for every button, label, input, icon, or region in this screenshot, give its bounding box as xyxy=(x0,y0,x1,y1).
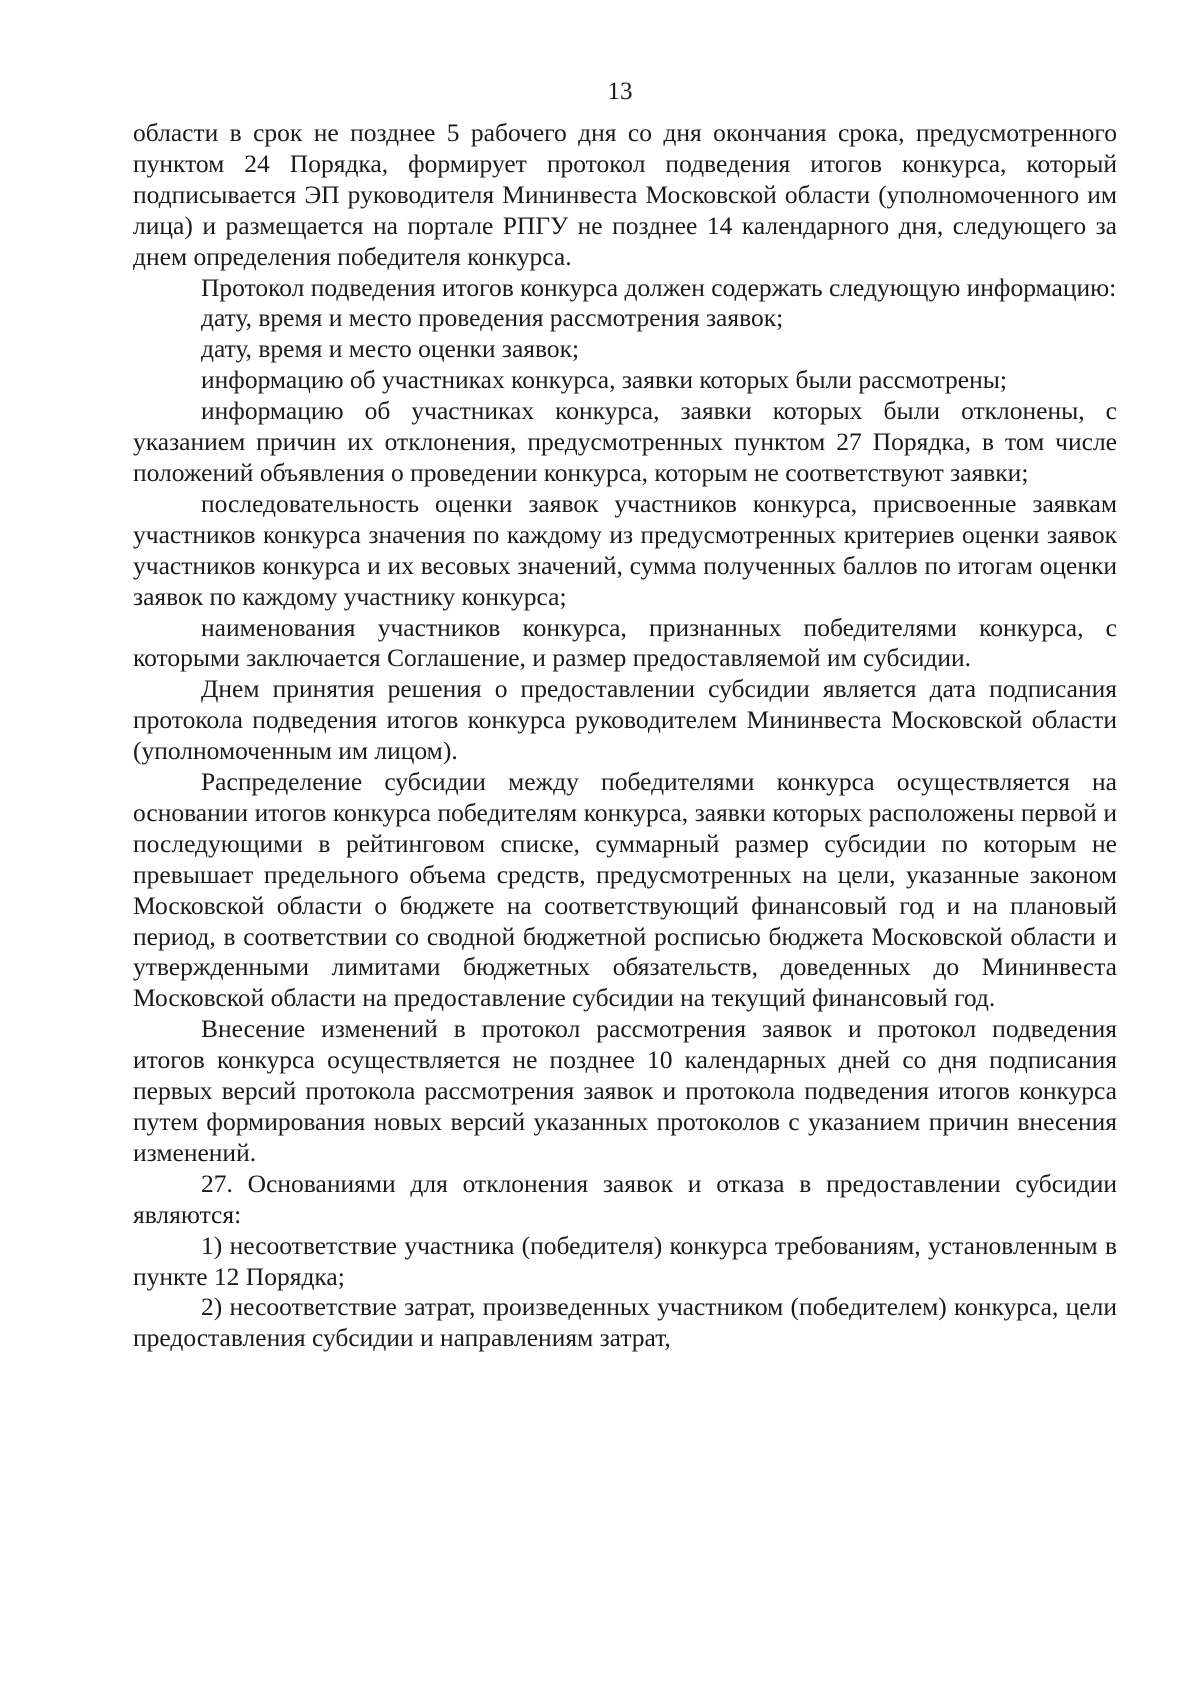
list-item: 2) несоответствие затрат, произведенных участником (победителем) конкурса, цели предоставления субсидии и направлениям затрат, xyxy=(133,1292,1117,1353)
list-item: информацию об участниках конкурса, заявки которых были рассмотрены; xyxy=(201,365,1007,395)
list-item: дату, время и место оценки заявок; xyxy=(201,334,580,364)
document-body xyxy=(133,118,1117,1354)
list-item: 1) несоответствие участника (победителя) конкурса требованиям, установленным в пункте 12 Порядка; xyxy=(133,1230,1117,1291)
paragraph: Днем принятия решения о предоставлении субсидии является дата подписания протокола подведения итогов конкурса руководителем Мининвеста Московской области (уполномоченным им лицом). xyxy=(133,674,1117,766)
paragraph: Распределение субсидии между победителями конкурса осуществляется на основании итогов конкурса победителям конкурса, заявки которых расположены первой и последующими в рейтинговом списке, суммарный размер субсидии по которым не превышает предельного объема средств, предусмотренных на цели, указанные законом Московской области о бюджете на соответствующий финансовый год и на плановый период, в соответствии со сводной бюджетной росписью бюджета Московской области и утвержденными лимитами бюджетных обязательств, доведенных до Мининвеста Московской области на предоставление субсидии на текущий финансовый год. xyxy=(133,767,1117,1013)
list-item: последовательность оценки заявок участников конкурса, присвоенные заявкам участников конкурса значения по каждому из предусмотренных критериев оценки заявок участников конкурса и их весовых значений, сумма полученных баллов по итогам оценки заявок по каждому участнику конкурса; xyxy=(133,488,1117,611)
paragraph: Внесение изменений в протокол рассмотрения заявок и протокол подведения итогов конкурса осуществляется не позднее 10 календарных дней со дня подписания первых версий протокола рассмотрения заявок и протокола подведения итогов конкурса путем формирования новых версий указанных протоколов с указанием причин внесения изменений. xyxy=(133,1014,1117,1167)
list-item: дату, время и место проведения рассмотрения заявок; xyxy=(201,303,784,333)
clause-27: 27. Основаниями для отклонения заявок и отказа в предоставлении субсидии являются: xyxy=(133,1168,1117,1229)
list-item: наименования участников конкурса, признанных победителями конкурса, с которыми заключается Соглашение, и размер предоставляемой им субсидии. xyxy=(133,612,1117,673)
list-item: информацию об участниках конкурса, заявки которых были отклонены, с указанием причин их отклонения, предусмотренных пунктом 27 Порядка, в том числе положений объявления о проведении конкурса, которым не соответствуют заявки; xyxy=(133,396,1117,487)
paragraph: области в срок не позднее 5 рабочего дня со дня окончания срока, предусмотренного пунктом 24 Порядка, формирует протокол подведения итогов конкурса, который подписывается ЭП руководителя Мининвеста Московской области (уполномоченного им лица) и размещается на портале РПГУ не позднее 14 календарного дня, следующего за днем определения победителя конкурса. xyxy=(133,118,1117,271)
paragraph: Протокол подведения итогов конкурса должен содержать следующую информацию: xyxy=(201,272,1117,302)
page-number: 13 xyxy=(607,78,633,105)
